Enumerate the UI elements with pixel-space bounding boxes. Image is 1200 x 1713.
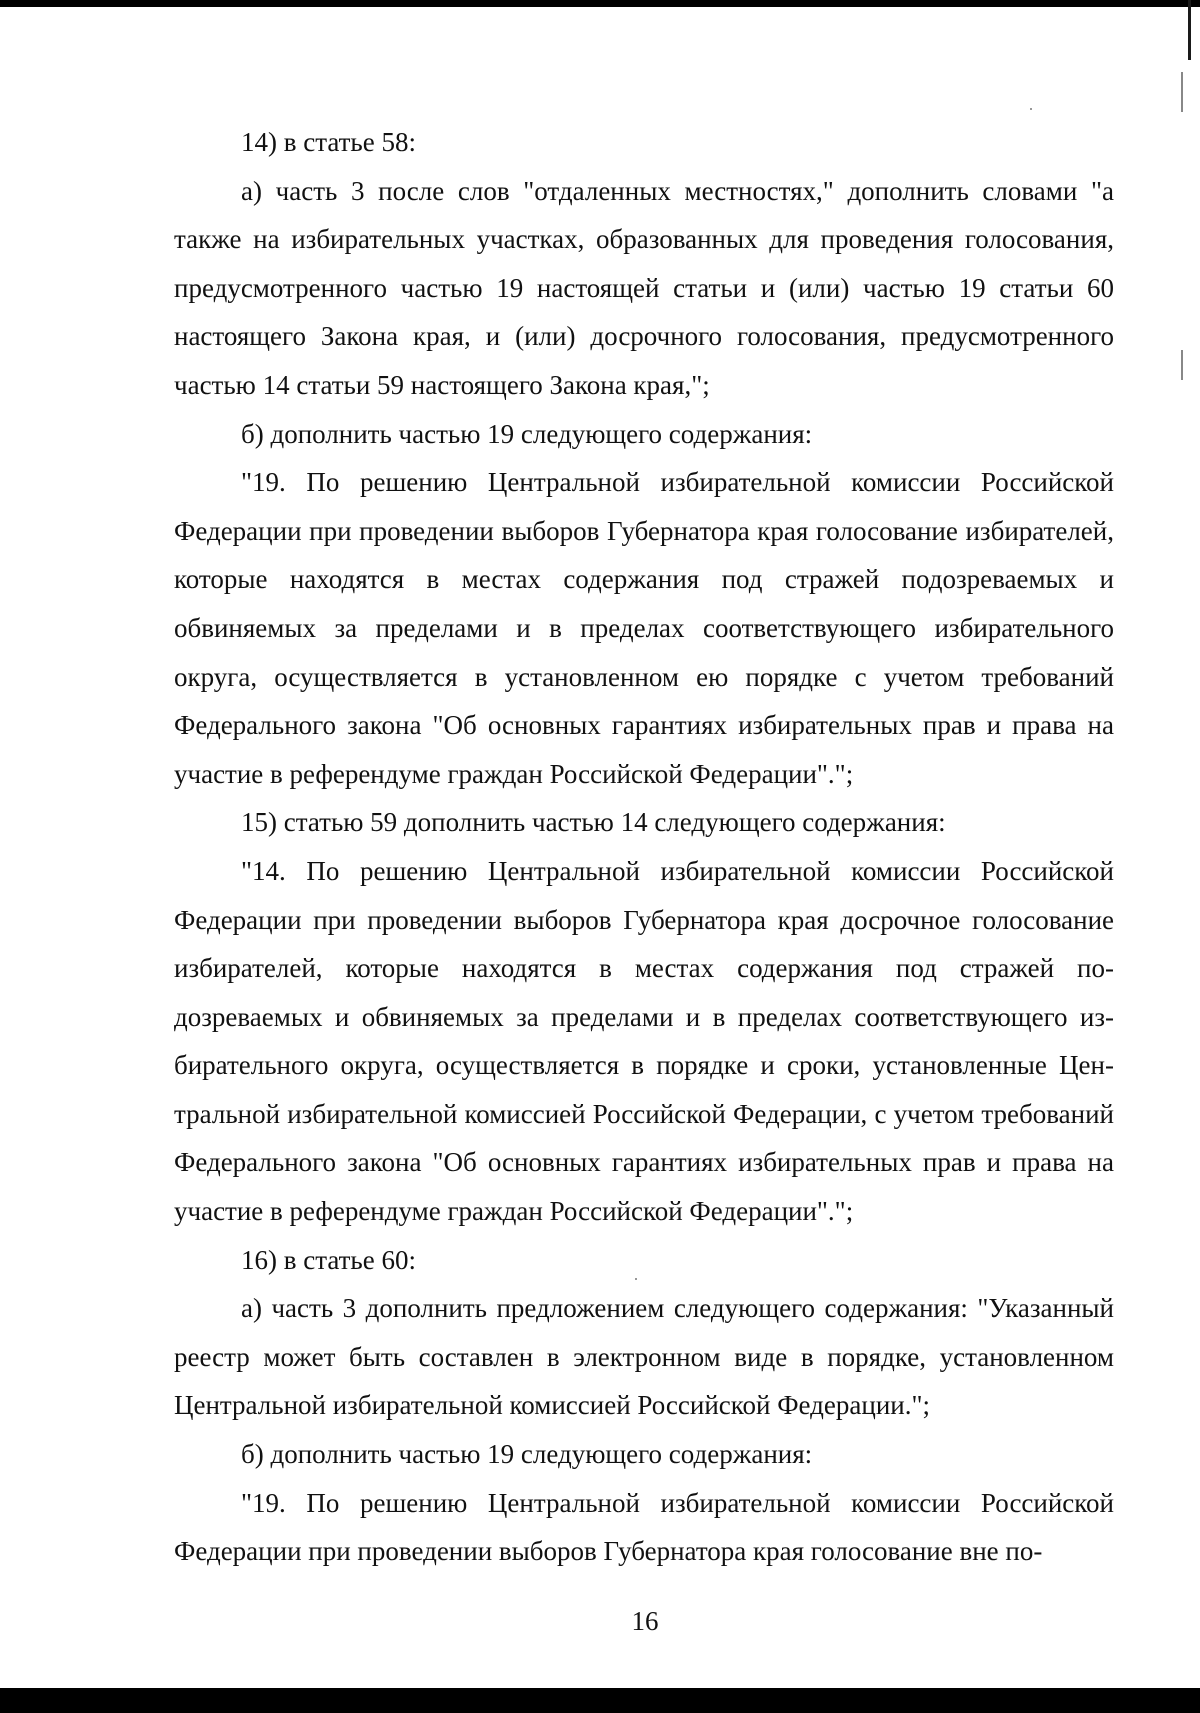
- scan-artifact-mark: [1181, 72, 1183, 112]
- paragraph-item-14a: а) часть 3 после слов "отдаленных местностях," дополнить словами "а также на избирательных участках, образованных для проведения голосования, предусмотренного частью 19 настоящей статьи и (или) частью 19 статьи 60 настоящего Закона края, и (или) досрочного голосования, предусмотренного частью 14 статьи 59 настоящего Закона края,";: [174, 175, 1114, 400]
- paragraph-item-16b: б) дополнить частью 19 следующего содержания:: [241, 1439, 813, 1470]
- paragraph-part-19-continued: "19. По решению Центральной избирательной комиссии Российской Федерации при проведении выборов Губернатора края голосование вне по-: [174, 1487, 1114, 1567]
- paragraph-item-14: 14) в статье 58:: [241, 127, 416, 157]
- scan-border-right: [1188, 0, 1191, 60]
- paragraph-item-14b: б) дополнить частью 19 следующего содержания:: [241, 418, 813, 449]
- paragraph-part-14: "14. По решению Центральной избирательной комиссии Российской Федерации при проведении выборов Губернатора края досрочное голосование избирателей, которые находятся в местах содержания под стражей подозреваемых и обвиняемых за пределами и в пределах соответствующего избирательного округа, осуществляется в порядке и сроки, установленные Центральной избирательной комиссией Российской Федерации, с учетом требований Федерального закона "Об основных гарантиях избирательных прав и права на участие в референдуме граждан Российской Федерации".";: [174, 855, 1114, 1227]
- scan-speck: [1030, 108, 1032, 110]
- page-number: 16: [631, 1606, 659, 1636]
- paragraph-item-16a: а) часть 3 дополнить предложением следующего содержания: "Указанный реестр может быть составлен в электронном виде в порядке, установленном Центральной избирательной комиссией Российской Федерации.";: [174, 1293, 1114, 1421]
- paragraph-item-15: 15) статью 59 дополнить частью 14 следующего содержания:: [241, 807, 946, 838]
- paragraph-part-19: "19. По решению Центральной избирательной комиссии Российской Федерации при проведении выборов Губернатора края голосование избирателей, которые находятся в местах содержания под стражей подозреваемых и обвиняемых за пределами и в пределах соответствующего избирательного округа, осуществляется в установленном ею порядке с учетом требований Федерального закона "Об основных гарантиях избирательных прав и права на участие в референдуме граждан Российской Федерации".";: [174, 467, 1114, 789]
- scan-border-bottom: [0, 1688, 1200, 1713]
- scan-artifact-mark: [1181, 350, 1183, 380]
- scan-border-top: [0, 0, 1200, 7]
- document-body: [174, 118, 1114, 1576]
- paragraph-item-16: 16) в статье 60:: [241, 1244, 416, 1275]
